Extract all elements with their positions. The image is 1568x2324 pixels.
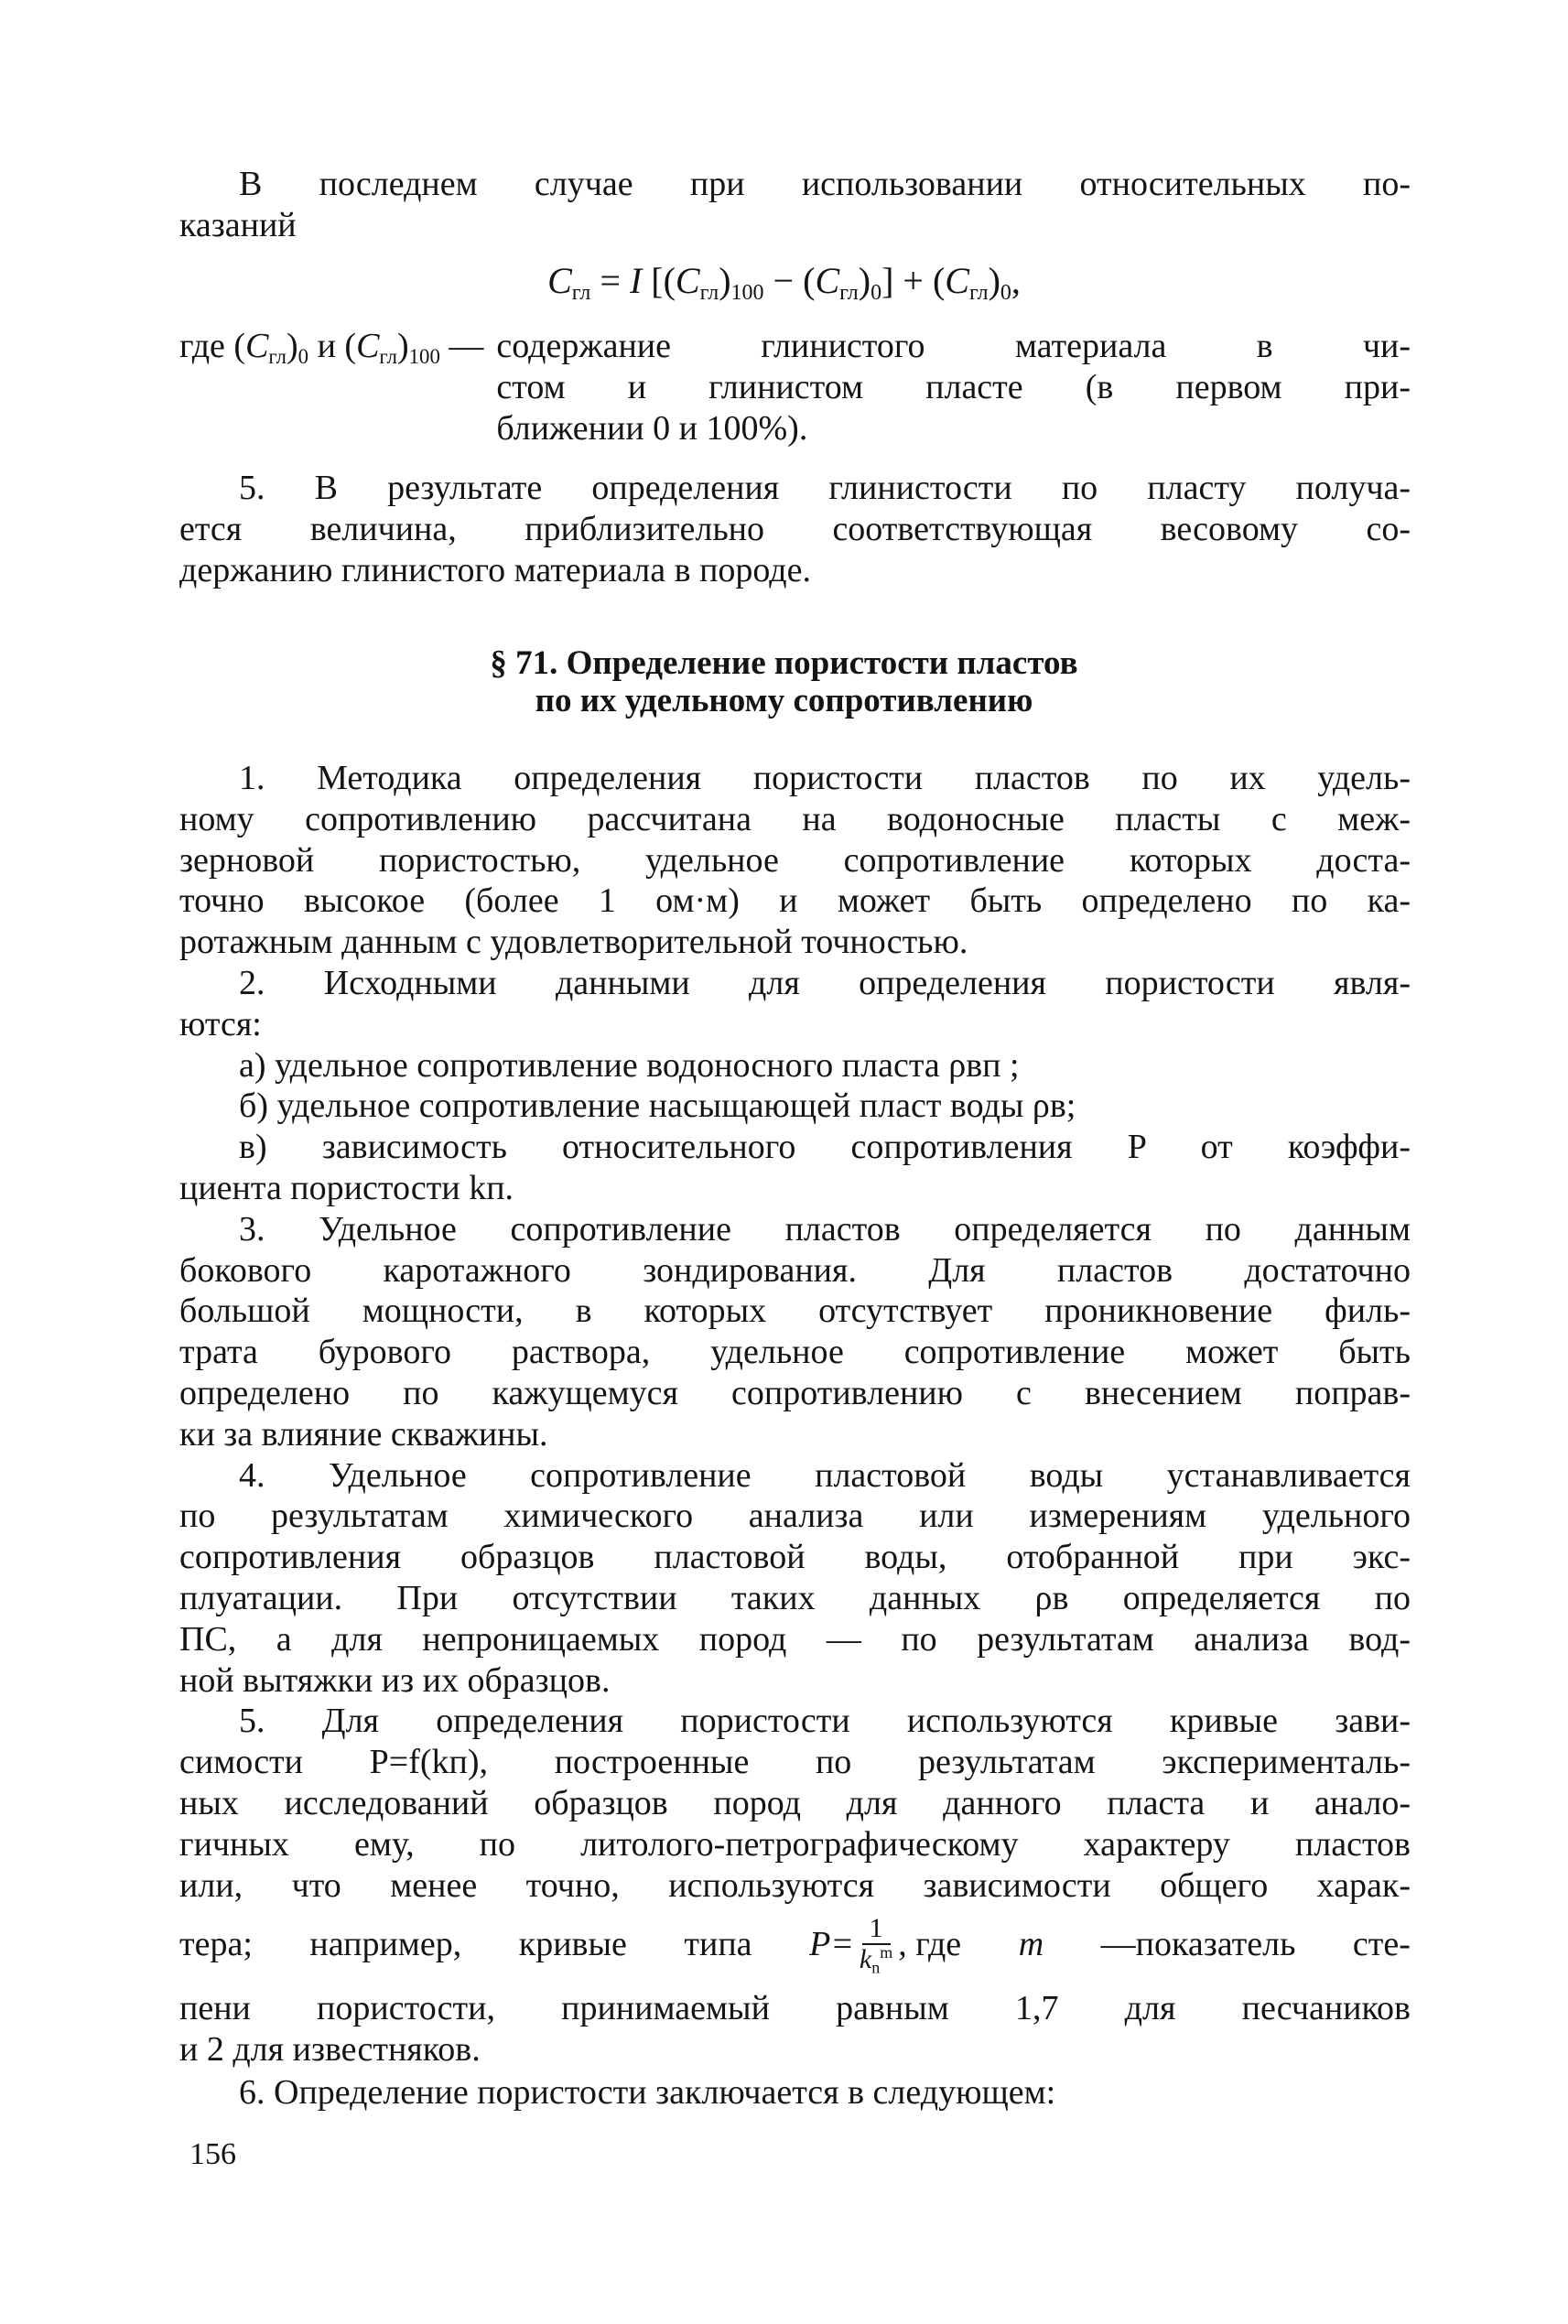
text-line: большой мощности, в которых отсутствует проникновение филь- <box>179 1292 1411 1331</box>
item-6 <box>179 2072 1411 2113</box>
section-heading <box>0 644 1568 719</box>
formula-op: ) <box>397 327 409 365</box>
paragraph <box>179 758 1411 963</box>
paragraph <box>179 1127 1411 1209</box>
fraction <box>859 1913 893 1977</box>
text-line: гичных ему, по литолого-петрографическому характеру пластов <box>179 1824 1411 1864</box>
formula-symbol: C <box>356 327 380 365</box>
text-line: или, что менее точно, используются зависимости общего харак- <box>179 1865 1411 1905</box>
text-line: ется величина, приблизительно соответствующая весовому со- <box>179 509 1411 548</box>
clay-content-formula <box>0 259 1568 306</box>
paragraph <box>179 1701 1411 1906</box>
formula-symbol: C <box>945 260 969 301</box>
text-line: ПС, а для непроницаемых пород — по результатам анализа вод- <box>179 1619 1411 1659</box>
formula-symbol: C <box>245 327 269 365</box>
text-line: ротажным данным с удовлетворительной точностью. <box>179 923 968 962</box>
paragraph <box>179 1455 1411 1702</box>
heading-line: по их удельному сопротивлению <box>535 682 1033 719</box>
text-word: , где <box>898 1925 962 1963</box>
formula-sub: 100 <box>730 281 764 306</box>
formula-sub: 0 <box>1000 281 1011 306</box>
text-line: ки за влияние скважины. <box>179 1414 548 1454</box>
text-line: а) удельное сопротивление водоносного пласта ρвп ; <box>239 1045 1020 1085</box>
text-line: плуатации. При отсутствии таких данных ρв определяется по <box>179 1578 1411 1617</box>
text-line: определено по кажущемуся сопротивлению с внесением поправ- <box>179 1373 1411 1412</box>
formula-symbol: C <box>815 260 840 301</box>
text-line: содержание глинистого материала в чи- <box>496 327 1411 365</box>
text-line: и 2 для известняков. <box>179 2029 481 2069</box>
text-line: пени пористости, принимаемый равным 1,7 для песчаников <box>179 1989 1411 2027</box>
text-line: держанию глинистого материала в породе. <box>179 550 812 589</box>
text-line: 1. Методика определения пористости пластов по их удель- <box>239 759 1411 797</box>
formula-op: ) <box>988 260 1000 301</box>
formula-sub: гл <box>379 344 397 368</box>
text-line: казаний <box>179 205 297 244</box>
text-line: трата бурового раствора, удельное сопротивление может быть <box>179 1333 1411 1372</box>
text-line: ных исследований образцов пород для данного пласта и анало- <box>179 1783 1411 1822</box>
section-body <box>179 758 1411 1906</box>
text-line: бокового каротажного зондирования. Для пластов достаточно <box>179 1250 1411 1290</box>
text-line: ются: <box>179 1004 262 1043</box>
paragraph <box>179 1086 1411 1127</box>
clay-item-5 <box>179 468 1411 590</box>
formula-sub: гл <box>968 281 989 306</box>
legend-description <box>496 326 1411 449</box>
fraction-denominator <box>859 1943 893 1977</box>
formula-sub: n <box>871 1958 881 1977</box>
legend-text: где ( <box>179 327 246 365</box>
formula-op: − ( <box>763 260 816 301</box>
text-line: ближении 0 и 100%). <box>496 408 808 448</box>
legend-text: — <box>439 327 484 365</box>
formula-sup: m <box>880 1943 893 1962</box>
continuation-paragraph <box>179 1988 1411 2070</box>
intro-paragraph <box>179 164 1411 246</box>
text-line: в) зависимость относительного сопротивления P от коэффи- <box>239 1128 1411 1167</box>
text-line: стом и глинистом пласте (в первом при- <box>496 367 1411 406</box>
text-word: кривые <box>518 1925 627 1963</box>
text-word: тера; <box>179 1925 253 1963</box>
text-line: ной вытяжки из их образцов. <box>179 1660 611 1700</box>
formula-sub: гл <box>571 281 591 306</box>
formula-sub: гл <box>699 281 719 306</box>
heading-line: § 71. Определение пористости пластов <box>490 644 1078 682</box>
text-line: 3. Удельное сопротивление пластов определяется по данным <box>239 1209 1411 1248</box>
formula-op: ] + ( <box>881 260 946 301</box>
formula-sub: 0 <box>871 281 882 306</box>
text-word: типа <box>684 1925 752 1963</box>
formula-symbol: P= <box>809 1925 854 1963</box>
fraction-numerator: 1 <box>862 1914 891 1945</box>
formula-op: ) <box>287 327 298 365</box>
formula-op: = <box>590 260 630 301</box>
formula-op: ) <box>858 260 871 301</box>
legend-label <box>179 326 496 367</box>
porosity-formula-line <box>179 1911 1411 1977</box>
formula-symbol: C <box>675 260 700 301</box>
text-line: 5. В результате определения глинистости по пласту получа- <box>239 469 1411 507</box>
formula-symbol: m <box>1018 1925 1044 1963</box>
formula-sub: гл <box>268 344 287 368</box>
text-line: сопротивления образцов пластовой воды, отобранной при экс- <box>179 1538 1411 1577</box>
text-word: —показатель <box>1100 1925 1296 1963</box>
formula-sub: гл <box>839 281 859 306</box>
text-line: точно высокое (более 1 ом·м) и может быть определено по ка- <box>179 881 1411 921</box>
porosity-formula <box>809 1913 962 1977</box>
text-line: 4. Удельное сопротивление пластовой воды устанавливается <box>239 1455 1411 1495</box>
formula-op: [( <box>642 260 676 301</box>
formula-symbol: C <box>547 260 572 301</box>
text-word: сте- <box>1352 1925 1411 1963</box>
text-line: 5. Для определения пористости используются кривые зави- <box>239 1702 1411 1741</box>
text-line: 2. Исходными данными для определения пористости явля- <box>239 963 1411 1002</box>
formula-op: , <box>1011 260 1021 301</box>
text-line: ному сопротивлению рассчитана на водоносные пласты с меж- <box>179 799 1411 838</box>
text-line: 6. Определение пористости заключается в следующем: <box>239 2073 1056 2112</box>
paragraph <box>179 963 1411 1045</box>
formula-sub: 100 <box>408 344 440 368</box>
text-word: например, <box>309 1925 462 1963</box>
text-line: б) удельное сопротивление насыщающей пласт воды ρв; <box>239 1086 1076 1126</box>
formula-sub: 0 <box>297 344 309 368</box>
text-line: зерновой пористостью, удельное сопротивление которых доста- <box>179 840 1411 880</box>
formula-op: ) <box>719 260 731 301</box>
formula-symbol: I <box>629 260 643 301</box>
formula-symbol: k <box>859 1944 872 1974</box>
paragraph <box>179 1209 1411 1455</box>
paragraph <box>179 1045 1411 1086</box>
text-line: по результатам химического анализа или измерениям удельного <box>179 1497 1411 1536</box>
page-number: 156 <box>189 2137 236 2171</box>
text-line: циента пористости kп. <box>179 1168 514 1207</box>
formula-legend <box>179 326 1411 449</box>
legend-text: и ( <box>308 327 357 365</box>
text-line: В последнем случае при использовании относительных по- <box>239 165 1411 203</box>
text-line: симости P=f(kп), построенные по результатам эксперименталь- <box>179 1743 1411 1782</box>
